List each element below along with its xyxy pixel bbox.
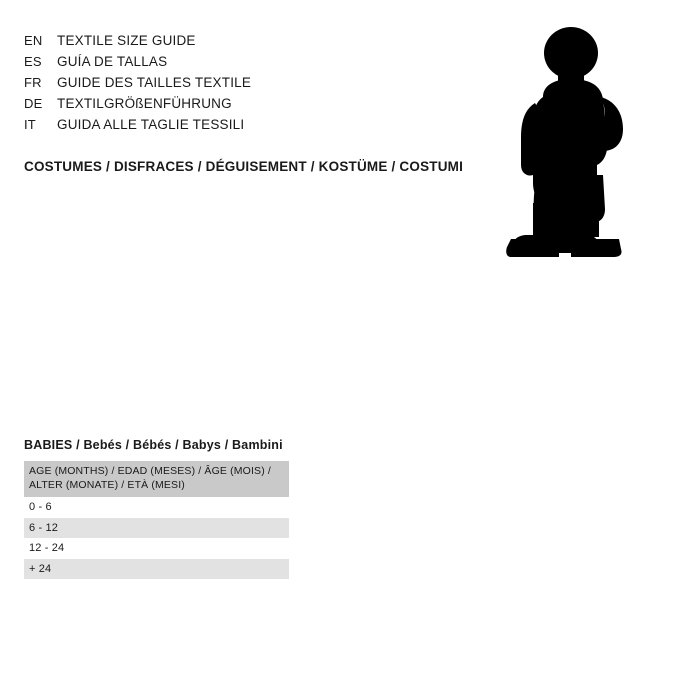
language-code-en: EN: [24, 33, 43, 48]
language-row-en: [24, 33, 251, 54]
table-row: [24, 518, 289, 539]
table-header-cell: AGE (MONTHS) / EDAD (MESES) / ÂGE (MOIS) / ALTER (MONATE) / ETÀ (MESI): [24, 461, 289, 497]
table-row: [24, 559, 289, 580]
size-table-section: [24, 438, 289, 579]
size-table: [24, 461, 289, 579]
language-code-de: DE: [24, 96, 43, 111]
language-code-fr: FR: [24, 75, 42, 90]
table-cell-age: 0 - 6: [24, 497, 289, 518]
language-code-it: IT: [24, 117, 36, 132]
language-text-es: GUÍA DE TALLAS: [57, 54, 168, 69]
language-text-fr: GUIDE DES TAILLES TEXTILE: [57, 75, 252, 90]
table-cell-age: 12 - 24: [24, 538, 289, 559]
category-heading: COSTUMES / DISFRACES / DÉGUISEMENT / KOSTÜME / COSTUMI: [24, 159, 464, 174]
size-table-title: BABIES / Bebés / Bébés / Babys / Bambini: [24, 438, 283, 452]
language-text-it: GUIDA ALLE TAGLIE TESSILI: [57, 117, 245, 132]
language-code-es: ES: [24, 54, 42, 69]
language-title-block: [24, 33, 251, 138]
language-text-en: TEXTILE SIZE GUIDE: [57, 33, 196, 48]
table-row: [24, 497, 289, 518]
table-header-row: [24, 461, 289, 497]
toddler-silhouette-icon: [505, 25, 640, 260]
table-cell-age: 6 - 12: [24, 518, 289, 539]
language-row-fr: [24, 75, 251, 96]
table-row: [24, 538, 289, 559]
table-cell-age: + 24: [24, 559, 289, 580]
language-row-de: [24, 96, 251, 117]
language-text-de: TEXTILGRÖßENFÜHRUNG: [57, 96, 232, 111]
language-row-it: [24, 117, 251, 138]
language-row-es: [24, 54, 251, 75]
